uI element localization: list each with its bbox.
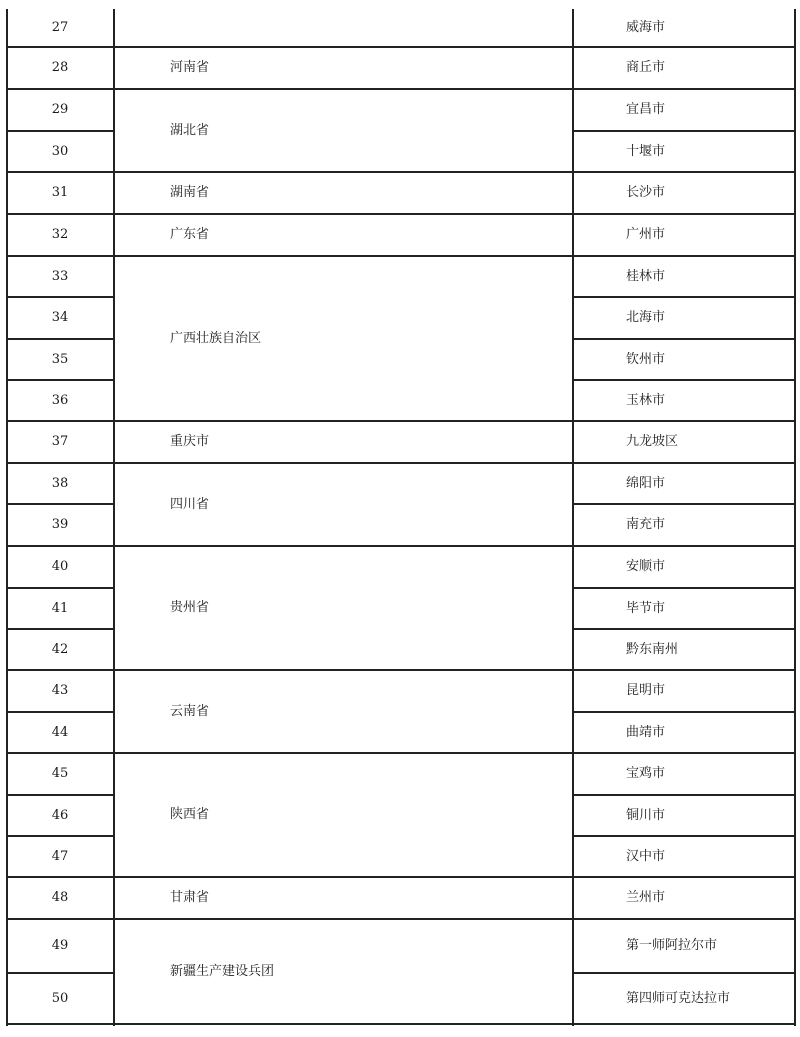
- city-name: 昆明市: [626, 683, 666, 698]
- city-name: 第一师阿拉尔市: [626, 938, 718, 953]
- city-name: 铜川市: [626, 807, 666, 823]
- row-separator: [6, 876, 796, 878]
- row-separator: [6, 46, 796, 48]
- province-name: 云南省: [170, 703, 210, 719]
- city-name: 汉中市: [626, 848, 666, 864]
- city-name: 黔东南州: [626, 641, 679, 657]
- city-name: 商丘市: [626, 60, 666, 75]
- row-separator: [6, 213, 796, 215]
- row-separator: [6, 918, 796, 920]
- city-name: 安顺市: [626, 559, 666, 574]
- province-name: 新疆生产建设兵团: [170, 963, 275, 979]
- row-number: 46: [51, 807, 69, 823]
- row-separator: [6, 752, 796, 754]
- row-number: 43: [51, 683, 69, 698]
- province-name: 广西壮族自治区: [170, 330, 262, 346]
- row-separator-number: [6, 972, 113, 974]
- row-separator-city: [574, 379, 796, 381]
- row-separator-number: [6, 794, 113, 796]
- city-name: 九龙坡区: [626, 434, 679, 449]
- row-number: 45: [51, 766, 69, 781]
- row-separator-city: [574, 296, 796, 298]
- province-name: 陕西省: [170, 807, 210, 822]
- province-name: 四川省: [170, 496, 210, 512]
- row-separator-number: [6, 835, 113, 837]
- row-number: 38: [51, 475, 69, 491]
- row-separator-city: [574, 130, 796, 132]
- city-name: 威海市: [626, 19, 666, 35]
- row-number: 44: [51, 724, 69, 740]
- province-name: 甘肃省: [170, 890, 210, 905]
- city-name: 兰州市: [626, 890, 666, 905]
- province-name: 贵州省: [170, 600, 210, 615]
- city-name: 北海市: [626, 310, 666, 325]
- table-divider-province: [572, 9, 574, 1026]
- row-separator-city: [574, 972, 796, 974]
- city-name: 宝鸡市: [626, 766, 666, 781]
- row-number: 30: [51, 143, 69, 159]
- row-separator: [6, 255, 796, 257]
- row-separator-city: [574, 503, 796, 505]
- row-separator-number: [6, 628, 113, 630]
- row-separator-city: [574, 628, 796, 630]
- row-separator-city: [574, 711, 796, 713]
- city-name: 钦州市: [626, 351, 666, 367]
- row-separator: [6, 88, 796, 90]
- row-separator-number: [6, 379, 113, 381]
- city-name: 毕节市: [626, 600, 666, 616]
- row-separator-city: [574, 338, 796, 340]
- row-separator-number: [6, 338, 113, 340]
- row-number: 42: [51, 641, 69, 657]
- row-number: 29: [51, 102, 69, 117]
- row-number: 39: [51, 517, 69, 532]
- row-separator: [6, 669, 796, 671]
- province-name: 河南省: [170, 60, 210, 75]
- row-separator: [6, 462, 796, 464]
- city-name: 南充市: [626, 517, 666, 532]
- row-number: 37: [51, 434, 69, 449]
- row-separator: [6, 1023, 796, 1025]
- row-number: 41: [51, 600, 69, 616]
- city-name: 广州市: [626, 227, 666, 242]
- row-separator-number: [6, 296, 113, 298]
- city-name: 曲靖市: [626, 724, 666, 740]
- row-number: 33: [51, 268, 69, 284]
- city-name: 宜昌市: [626, 102, 666, 117]
- table-border-right: [794, 9, 796, 1026]
- row-number: 28: [51, 60, 69, 75]
- province-city-table: [6, 0, 796, 1026]
- province-name: 湖南省: [170, 185, 210, 200]
- row-number: 36: [51, 392, 69, 408]
- row-separator-city: [574, 835, 796, 837]
- row-number: 34: [51, 310, 69, 325]
- row-number: 27: [51, 19, 69, 35]
- row-number: 49: [51, 938, 69, 953]
- city-name: 第四师可克达拉市: [626, 990, 731, 1006]
- row-separator: [6, 171, 796, 173]
- row-number: 47: [51, 848, 69, 864]
- row-number: 50: [51, 990, 69, 1006]
- row-separator-number: [6, 711, 113, 713]
- province-name: 重庆市: [170, 434, 210, 449]
- row-separator: [6, 545, 796, 547]
- row-separator: [6, 420, 796, 422]
- city-name: 桂林市: [626, 268, 666, 284]
- row-separator-city: [574, 794, 796, 796]
- city-name: 玉林市: [626, 392, 666, 408]
- row-number: 35: [51, 351, 69, 367]
- row-separator-number: [6, 130, 113, 132]
- row-number: 48: [51, 890, 69, 905]
- province-name: 广东省: [170, 227, 210, 242]
- city-name: 十堰市: [626, 143, 666, 159]
- city-name: 绵阳市: [626, 475, 666, 491]
- row-number: 40: [51, 559, 69, 574]
- row-number: 32: [51, 227, 69, 242]
- row-separator-number: [6, 503, 113, 505]
- row-separator-city: [574, 587, 796, 589]
- row-number: 31: [51, 185, 69, 200]
- province-name: 湖北省: [170, 122, 210, 138]
- city-name: 长沙市: [626, 185, 666, 200]
- row-separator-number: [6, 587, 113, 589]
